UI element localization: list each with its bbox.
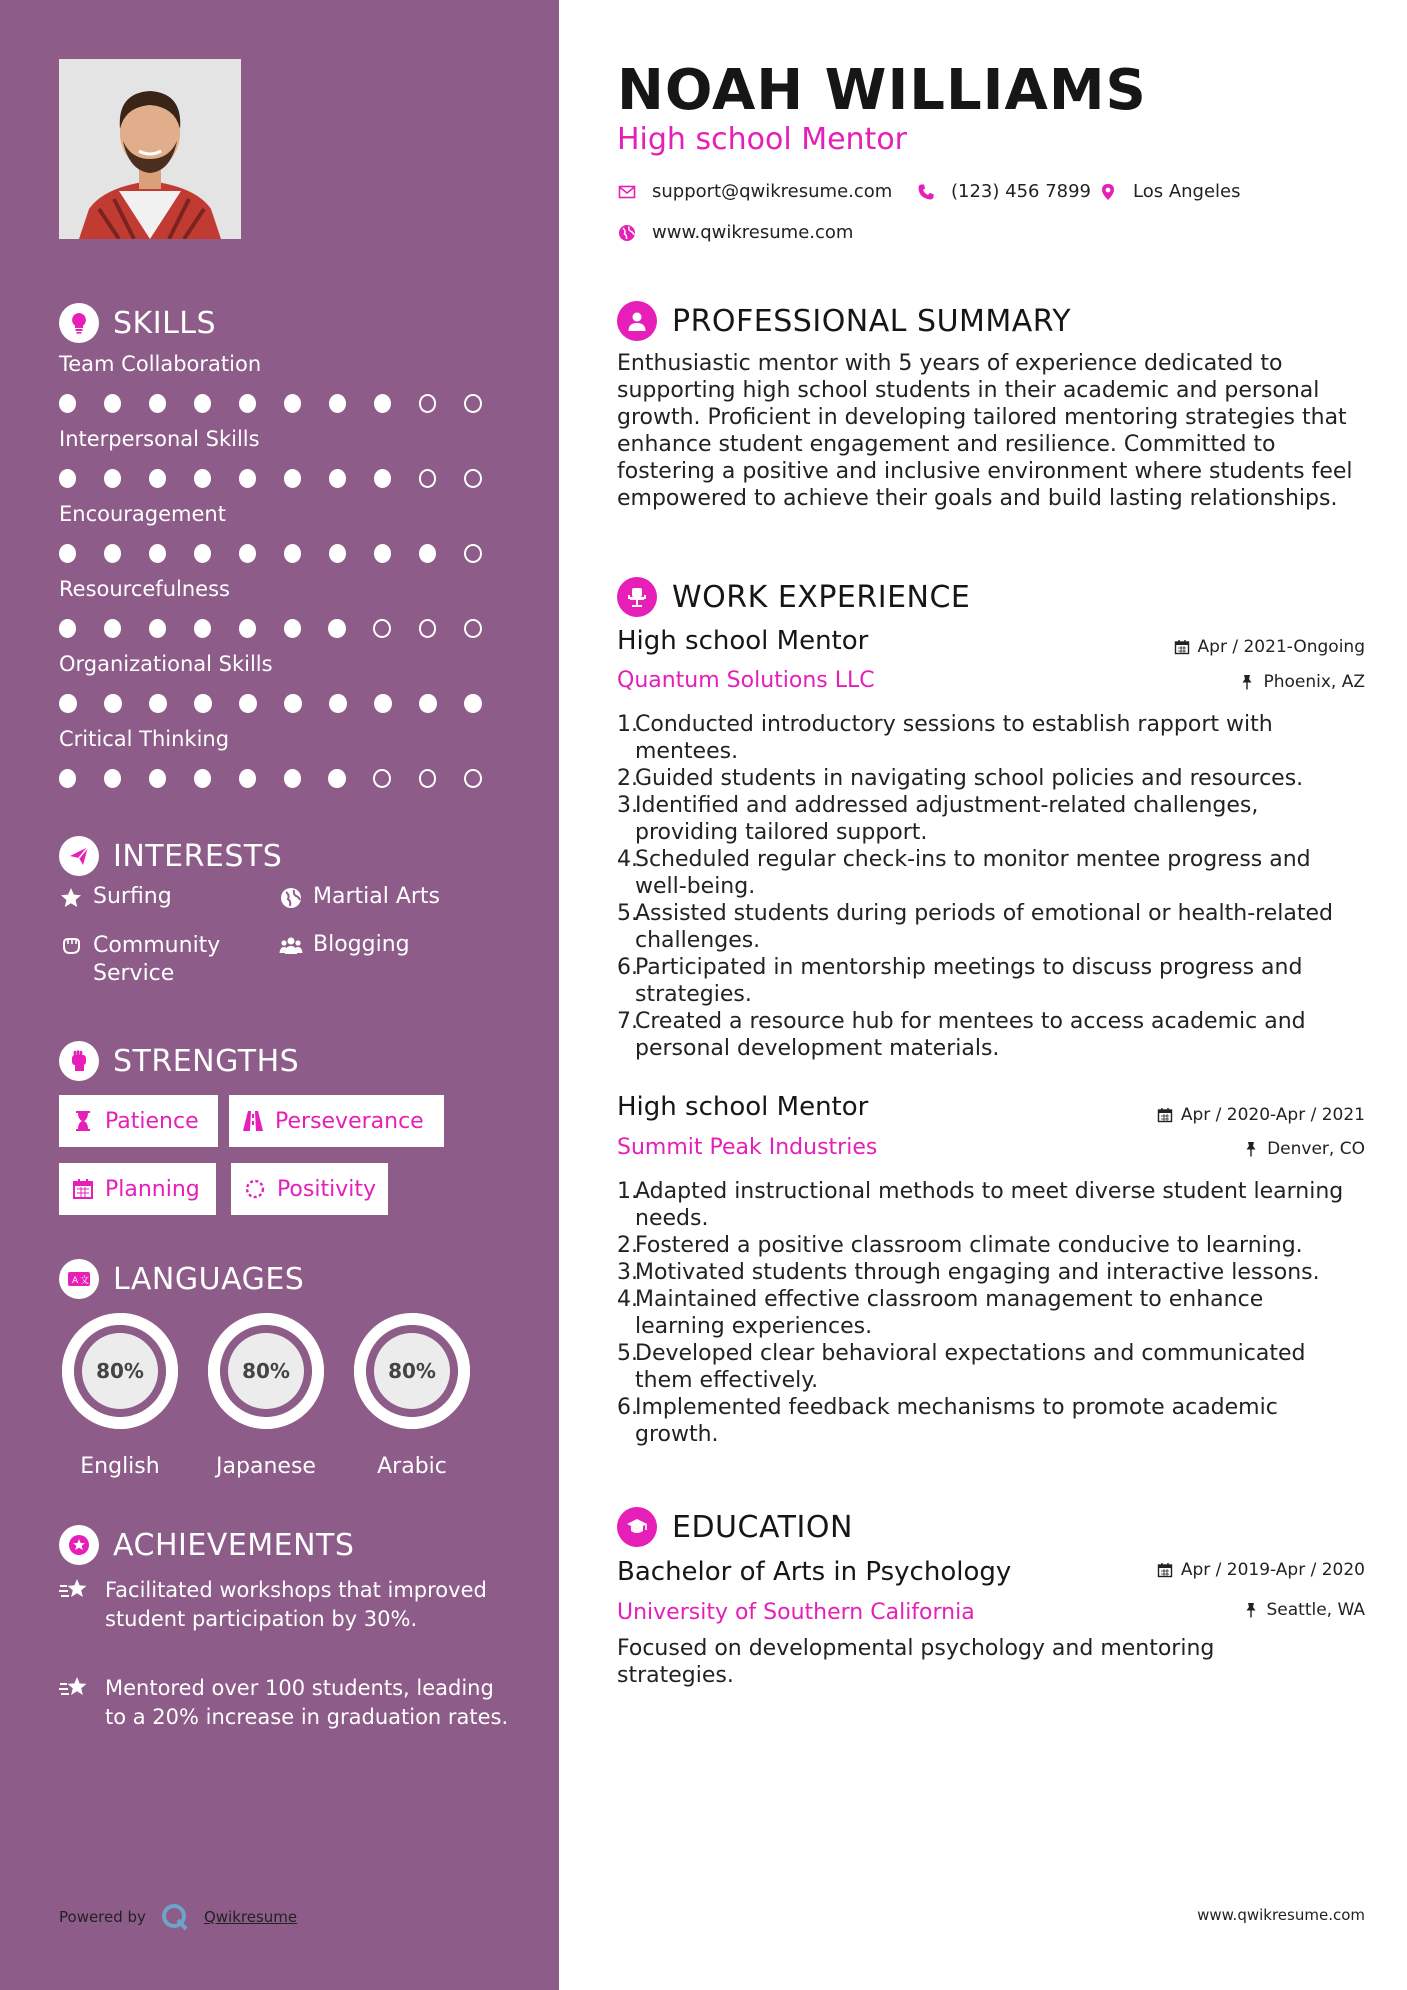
job-dates	[1157, 1105, 1365, 1125]
skill-item	[59, 352, 509, 413]
rating-dot-filled	[239, 469, 256, 488]
language-percent: 80%	[242, 1359, 290, 1383]
responsibility-item	[617, 765, 1357, 792]
languages-title: LANGUAGES	[113, 1261, 305, 1297]
job-dates-text: Apr / 2021-Ongoing	[1197, 637, 1365, 657]
interest-surfing	[59, 884, 172, 910]
rating-dot-filled	[104, 694, 122, 713]
skill-item	[59, 427, 509, 488]
responsibility-text: Created a resource hub for mentees to access academic and personal development materials.	[635, 1009, 1306, 1061]
skills-heading	[59, 303, 216, 343]
job-dates-text: Apr / 2020-Apr / 2021	[1180, 1105, 1365, 1125]
contact-location	[1099, 181, 1241, 202]
strengths-title: STRENGTHS	[113, 1043, 300, 1079]
road-icon	[241, 1109, 265, 1133]
rating-dot-filled	[329, 544, 346, 563]
skill-name: Encouragement	[59, 502, 226, 526]
contact-email[interactable]	[618, 181, 892, 202]
rating-dot-filled	[284, 394, 301, 413]
map-pin-icon	[1099, 183, 1117, 201]
contact-location-text: Los Angeles	[1133, 181, 1241, 202]
strength-chip-perseverance	[229, 1095, 444, 1147]
language-percent: 80%	[388, 1359, 436, 1383]
school-name: University of Southern California	[617, 1600, 975, 1625]
rating-dot-filled	[329, 469, 346, 488]
skill-item	[59, 727, 509, 788]
achievement-item	[59, 1576, 509, 1634]
achievement-text: Mentored over 100 students, leading to a 20% increase in graduation rates.	[105, 1676, 509, 1729]
rating-dot-filled	[284, 694, 302, 713]
interest-blogging	[279, 932, 410, 958]
skill-rating	[59, 619, 509, 638]
list-number: 4.	[617, 1287, 638, 1312]
user-icon	[617, 301, 657, 341]
summary-title: PROFESSIONAL SUMMARY	[672, 303, 1072, 339]
interests-heading	[59, 836, 282, 876]
education-dates-text: Apr / 2019-Apr / 2020	[1180, 1560, 1365, 1580]
pushpin-icon	[1243, 1141, 1259, 1157]
language-item	[349, 1310, 475, 1479]
qwikresume-link[interactable]: Qwikresume	[203, 1908, 298, 1926]
responsibility-text: Assisted students during periods of emotional or health-related challenges.	[635, 901, 1333, 953]
skill-rating	[59, 694, 509, 713]
summary-text: Enthusiastic mentor with 5 years of experience dedicated to supporting high school students in their academic and personal growth. Proficient in developing tailored mentoring strategies that enhance student engagement and resilience. Committed to fostering a positive and inclusive environment where students feel empowered to achieve their goals and build lasting relationships.	[617, 351, 1353, 511]
rating-dot-filled	[194, 469, 211, 488]
main-content	[559, 0, 1407, 1990]
rating-dot-filled	[194, 619, 211, 638]
list-number: 1.	[617, 1179, 638, 1204]
education-dates	[1157, 1560, 1365, 1580]
experience-title: WORK EXPERIENCE	[672, 579, 971, 615]
skill-name: Resourcefulness	[59, 577, 230, 601]
rating-dot-filled	[104, 469, 121, 488]
list-number: 3.	[617, 1260, 638, 1285]
language-progress-ring	[351, 1310, 473, 1432]
star-icon	[59, 886, 83, 910]
contact-website-text: www.qwikresume.com	[652, 222, 854, 243]
rating-dot-filled	[149, 394, 166, 413]
job-title: High school Mentor	[617, 1092, 869, 1122]
achievement-item	[59, 1674, 509, 1732]
experience-heading	[617, 577, 970, 617]
responsibility-item	[617, 792, 1357, 846]
pushpin-icon	[1239, 674, 1255, 690]
svg-text:文: 文	[80, 1276, 90, 1286]
responsibility-item	[617, 846, 1357, 900]
responsibility-item	[617, 1286, 1357, 1340]
rating-dot-filled	[239, 544, 256, 563]
language-percent: 80%	[96, 1359, 144, 1383]
rating-dot-filled	[374, 544, 391, 563]
rating-dot-filled	[374, 394, 391, 413]
responsibility-item	[617, 1178, 1357, 1232]
fist-icon	[59, 1041, 99, 1081]
skill-rating	[59, 469, 509, 488]
rating-dot-empty	[464, 769, 482, 788]
rating-dot-filled	[239, 394, 256, 413]
responsibility-text: Fostered a positive classroom climate conducive to learning.	[635, 1233, 1303, 1258]
rating-dot-filled	[239, 619, 256, 638]
rating-dot-empty	[373, 619, 391, 638]
rating-dot-filled	[374, 469, 391, 488]
rating-dot-filled	[149, 694, 167, 713]
rating-dot-filled	[104, 619, 121, 638]
education-location	[1243, 1600, 1366, 1620]
rating-dot-filled	[149, 769, 166, 788]
language-progress-ring	[205, 1310, 327, 1432]
responsibility-item	[617, 1232, 1357, 1259]
interest-label: Blogging	[313, 932, 410, 957]
job-location-text: Phoenix, AZ	[1263, 672, 1365, 692]
list-number: 5.	[617, 901, 638, 926]
responsibility-item	[617, 1008, 1357, 1062]
candidate-role: High school Mentor	[617, 122, 908, 157]
rating-dot-filled	[194, 394, 211, 413]
skill-rating	[59, 769, 509, 788]
shooting-star-icon	[59, 1674, 91, 1702]
language-name: English	[80, 1454, 160, 1479]
list-number: 4.	[617, 847, 638, 872]
job-location	[1243, 1139, 1365, 1159]
footer-url[interactable]: www.qwikresume.com	[1197, 1906, 1365, 1924]
rating-dot-filled	[149, 469, 166, 488]
globe-icon	[279, 886, 303, 910]
skill-name: Interpersonal Skills	[59, 427, 260, 451]
degree-title: Bachelor of Arts in Psychology	[617, 1557, 1012, 1587]
contact-website[interactable]	[618, 222, 853, 243]
rating-dot-empty	[464, 619, 482, 638]
education-location-text: Seattle, WA	[1266, 1600, 1365, 1620]
hand-icon	[59, 934, 83, 958]
languages-heading	[59, 1259, 304, 1299]
rating-dot-empty	[373, 769, 391, 788]
responsibility-text: Identified and addressed adjustment-related challenges, providing tailored support.	[635, 793, 1259, 845]
list-number: 6.	[617, 1395, 638, 1420]
rating-dot-filled	[104, 394, 121, 413]
job-location-text: Denver, CO	[1267, 1139, 1365, 1159]
rating-dot-filled	[284, 769, 301, 788]
list-number: 1.	[617, 712, 638, 737]
rating-dot-filled	[284, 469, 301, 488]
responsibility-text: Developed clear behavioral expectations and communicated them effectively.	[635, 1341, 1306, 1393]
skill-item	[59, 502, 509, 563]
skill-name: Team Collaboration	[59, 352, 262, 376]
strengths-heading	[59, 1041, 299, 1081]
language-name: Japanese	[216, 1454, 316, 1479]
rating-dot-filled	[284, 544, 301, 563]
skill-name: Critical Thinking	[59, 727, 230, 751]
interests-title: INTERESTS	[113, 838, 283, 874]
responsibility-text: Motivated students through engaging and interactive lessons.	[635, 1260, 1320, 1285]
envelope-icon	[618, 183, 636, 201]
rating-dot-empty	[464, 544, 482, 563]
rating-dot-empty	[419, 769, 437, 788]
rating-dot-filled	[59, 469, 76, 488]
rating-dot-empty	[419, 469, 437, 488]
chair-icon	[617, 577, 657, 617]
interest-label: Martial Arts	[313, 884, 441, 909]
skill-item	[59, 577, 509, 638]
strength-label: Perseverance	[275, 1108, 424, 1134]
responsibility-item	[617, 900, 1357, 954]
responsibility-text: Guided students in navigating school policies and resources.	[635, 766, 1304, 791]
responsibility-item	[617, 1394, 1357, 1448]
skill-item	[59, 652, 509, 713]
qwikresume-logo-icon	[160, 1902, 190, 1932]
interest-community-service	[59, 932, 220, 988]
job-title: High school Mentor	[617, 626, 869, 656]
sidebar	[0, 0, 559, 1990]
rating-dot-filled	[284, 619, 301, 638]
contact-phone[interactable]	[917, 181, 1091, 202]
strength-chip-patience	[59, 1095, 218, 1147]
paper-plane-icon	[59, 836, 99, 876]
job-dates	[1174, 637, 1365, 657]
rating-dot-filled	[374, 694, 392, 713]
language-icon	[59, 1259, 99, 1299]
responsibility-item	[617, 954, 1357, 1008]
rating-dot-filled	[59, 769, 76, 788]
list-number: 7.	[617, 1009, 638, 1034]
rating-dot-filled	[194, 769, 211, 788]
powered-by	[59, 1902, 297, 1932]
rating-dot-filled	[59, 394, 76, 413]
list-number: 6.	[617, 955, 638, 980]
achievements-heading	[59, 1525, 354, 1565]
skill-rating	[59, 394, 509, 413]
calendar-icon	[1157, 1562, 1173, 1578]
rating-dot-filled	[329, 394, 346, 413]
lightbulb-icon	[59, 303, 99, 343]
rating-dot-filled	[194, 694, 212, 713]
summary-heading	[617, 301, 1071, 341]
language-item	[57, 1310, 183, 1479]
strength-label: Patience	[105, 1108, 199, 1134]
globe-icon	[618, 224, 636, 242]
phone-icon	[917, 183, 935, 201]
job-company: Summit Peak Industries	[617, 1135, 878, 1160]
candidate-name: NOAH WILLIAMS	[617, 58, 1147, 123]
list-number: 5.	[617, 1341, 638, 1366]
rating-dot-empty	[464, 394, 482, 413]
interest-label: Surfing	[93, 884, 172, 909]
job-responsibilities	[617, 711, 1357, 1062]
strength-label: Planning	[105, 1176, 200, 1202]
rating-dot-filled	[419, 694, 437, 713]
svg-text:A: A	[72, 1276, 79, 1286]
rating-dot-filled	[149, 544, 166, 563]
job-responsibilities	[617, 1178, 1357, 1448]
rating-dot-filled	[419, 544, 436, 563]
responsibility-text: Adapted instructional methods to meet diverse student learning needs.	[635, 1179, 1344, 1231]
language-name: Arabic	[377, 1454, 447, 1479]
graduation-icon	[617, 1507, 657, 1547]
achievement-text: Facilitated workshops that improved student participation by 30%.	[105, 1578, 487, 1631]
rating-dot-filled	[104, 544, 121, 563]
rating-dot-filled	[328, 769, 345, 788]
rating-dot-filled	[464, 694, 482, 713]
contact-phone-text: (123) 456 7899	[951, 181, 1092, 202]
strength-chip-positivity	[231, 1163, 388, 1215]
calendar-icon	[1157, 1107, 1173, 1123]
responsibility-text: Maintained effective classroom management to enhance learning experiences.	[635, 1287, 1264, 1339]
education-title: EDUCATION	[672, 1509, 853, 1545]
profile-photo	[59, 59, 241, 239]
responsibility-item	[617, 1340, 1357, 1394]
interest-martial-arts	[279, 884, 440, 910]
shooting-star-icon	[59, 1576, 91, 1604]
rating-dot-filled	[59, 544, 76, 563]
responsibility-text: Scheduled regular check-ins to monitor mentee progress and well-being.	[635, 847, 1311, 899]
rating-dot-filled	[328, 619, 345, 638]
job-location	[1239, 672, 1365, 692]
education-heading	[617, 1507, 853, 1547]
calendar-icon	[1174, 639, 1190, 655]
list-number: 3.	[617, 793, 638, 818]
list-number: 2.	[617, 766, 638, 791]
rating-dot-filled	[329, 694, 347, 713]
calendar-icon	[71, 1177, 95, 1201]
rating-dot-filled	[239, 694, 257, 713]
powered-by-label: Powered by	[59, 1908, 146, 1926]
education-text: Focused on developmental psychology and mentoring strategies.	[617, 1636, 1215, 1688]
list-number: 2.	[617, 1233, 638, 1258]
responsibility-item	[617, 711, 1357, 765]
hourglass-icon	[71, 1109, 95, 1133]
pushpin-icon	[1243, 1602, 1259, 1618]
rating-dot-filled	[59, 619, 76, 638]
interest-label: Community Service	[93, 933, 221, 986]
strength-chip-planning	[59, 1163, 216, 1215]
rating-dot-filled	[59, 694, 77, 713]
spinner-icon	[243, 1177, 267, 1201]
rating-dot-filled	[239, 769, 256, 788]
achievements-title: ACHIEVEMENTS	[113, 1527, 355, 1563]
responsibility-text: Conducted introductory sessions to establish rapport with mentees.	[635, 712, 1273, 764]
responsibility-text: Implemented feedback mechanisms to promote academic growth.	[635, 1395, 1278, 1447]
skill-rating	[59, 544, 509, 563]
rating-dot-empty	[464, 469, 482, 488]
rating-dot-filled	[104, 769, 121, 788]
skills-title: SKILLS	[113, 305, 217, 341]
job-company: Quantum Solutions LLC	[617, 668, 875, 693]
responsibility-item	[617, 1259, 1357, 1286]
contact-email-text: support@qwikresume.com	[652, 181, 893, 202]
language-progress-ring	[59, 1310, 181, 1432]
users-icon	[279, 934, 303, 958]
rating-dot-filled	[194, 544, 211, 563]
rating-dot-empty	[419, 394, 437, 413]
award-star-icon	[59, 1525, 99, 1565]
rating-dot-empty	[419, 619, 437, 638]
language-item	[203, 1310, 329, 1479]
responsibility-text: Participated in mentorship meetings to discuss progress and strategies.	[635, 955, 1303, 1007]
rating-dot-filled	[149, 619, 166, 638]
skill-name: Organizational Skills	[59, 652, 273, 676]
strength-label: Positivity	[276, 1176, 376, 1202]
